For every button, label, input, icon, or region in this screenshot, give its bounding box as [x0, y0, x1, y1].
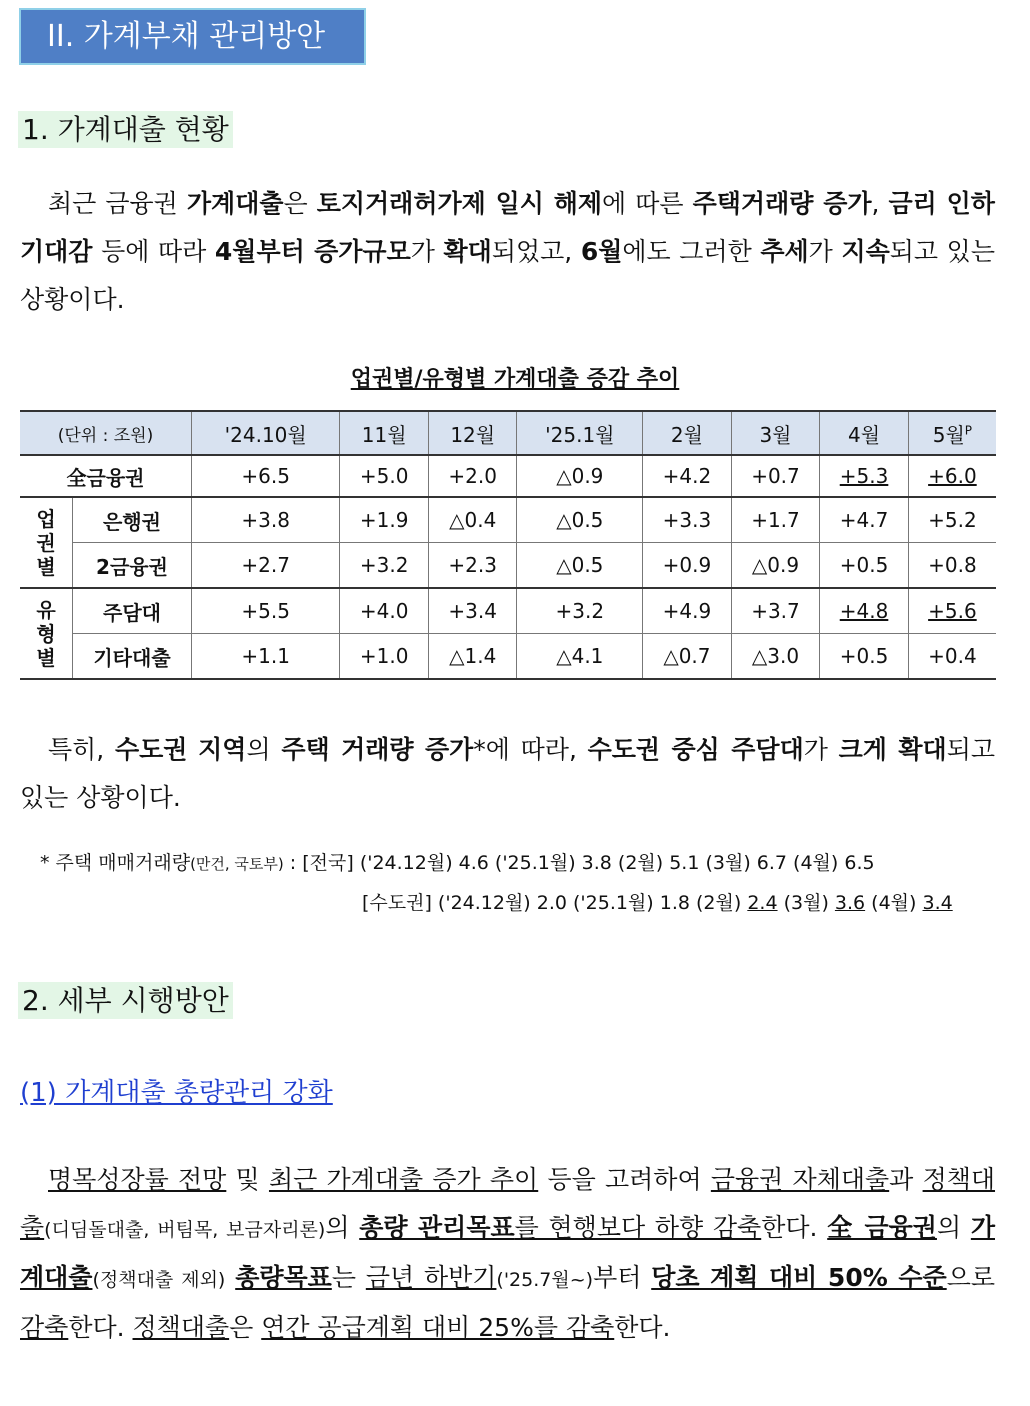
- row-label: 은행권: [73, 497, 192, 543]
- text: 크게 확대: [838, 735, 947, 764]
- text: 의: [325, 1213, 360, 1242]
- text: 는: [331, 1263, 366, 1292]
- cell: +4.8: [820, 588, 909, 634]
- table-row-total: [20, 455, 996, 497]
- text: 가: [808, 237, 842, 266]
- text: :: [283, 852, 303, 874]
- cell: +0.5: [820, 634, 909, 680]
- table-row: [20, 543, 996, 589]
- col-header: 12월: [428, 411, 517, 455]
- text: [225, 1263, 235, 1292]
- cell: +6.0: [908, 455, 996, 497]
- value: 2.4: [747, 892, 778, 914]
- loan-trend-table: [20, 410, 996, 680]
- cell: +2.3: [428, 543, 517, 589]
- text: 6월: [580, 237, 623, 266]
- cell: △0.5: [517, 497, 643, 543]
- cell: +4.9: [643, 588, 732, 634]
- col-header: [908, 411, 996, 455]
- text: ,: [871, 189, 889, 218]
- text: 한다.: [68, 1313, 133, 1342]
- heading-measures: [18, 979, 233, 1019]
- table-header-row: [20, 411, 996, 455]
- text: 당초 계획 대비 50% 수준: [651, 1263, 947, 1292]
- text: 되고 있는 상황이다.: [20, 735, 995, 812]
- text: 주택거래량 증가: [692, 189, 872, 218]
- col-header: '24.10월: [192, 411, 340, 455]
- text: 추세: [760, 237, 809, 266]
- text: 에도 그러한: [622, 237, 761, 266]
- text: 한다.: [761, 1213, 828, 1242]
- cell: +4.7: [820, 497, 909, 543]
- cell: +0.4: [908, 634, 996, 680]
- text: *에 따라,: [473, 735, 588, 764]
- row-label: 기타대출: [73, 634, 192, 680]
- section-header-text: II. 가계부채 관리방안: [47, 19, 326, 54]
- section-header: [19, 8, 366, 65]
- text: 의: [936, 1213, 971, 1242]
- text: 금융권 자체대출: [710, 1165, 890, 1194]
- text: 부터: [593, 1263, 652, 1292]
- cell: +6.5: [192, 455, 340, 497]
- col-header: 11월: [340, 411, 429, 455]
- col-header: 3월: [731, 411, 820, 455]
- text: 최근 금융권: [48, 189, 187, 218]
- text: 되고 있는 상황이다.: [20, 237, 995, 314]
- preliminary-mark: P: [964, 422, 973, 437]
- table-row: [20, 634, 996, 680]
- cell: +3.2: [517, 588, 643, 634]
- unit-label: (단위 : 조원): [20, 411, 192, 455]
- heading-current-status: [18, 108, 233, 148]
- text: 토지거래허가제 일시 해제: [316, 189, 603, 218]
- footnote-line: [전국] ('24.12월) 4.6 ('25.1월) 3.8 (2월) 5.1 (3월) 6.7 (4월) 6.5: [302, 852, 875, 874]
- group-label-text: 업권별: [36, 506, 56, 579]
- text: 수도권 중심 주담대: [587, 735, 804, 764]
- cell: +4.2: [643, 455, 732, 497]
- row-label: 全금융권: [20, 455, 192, 497]
- cell: +1.7: [731, 497, 820, 543]
- text: [187, 735, 198, 764]
- text: (정책대출 제외): [92, 1269, 226, 1291]
- cell: △3.0: [731, 634, 820, 680]
- cell: +4.0: [340, 588, 429, 634]
- cell: +1.0: [340, 634, 429, 680]
- cell: +2.0: [428, 455, 517, 497]
- text: [수도권] ('24.12월) 2.0 ('25.1월) 1.8 (2월): [362, 892, 748, 914]
- heading-measures-text: 2. 세부 시행방안: [18, 982, 233, 1019]
- text: 수도권: [114, 735, 188, 764]
- text: 및: [226, 1165, 269, 1194]
- paragraph-total-management: [20, 1156, 995, 1352]
- text: 은: [283, 189, 317, 218]
- text: (4월): [865, 892, 923, 914]
- cell: △0.7: [643, 634, 732, 680]
- text: 되었고,: [491, 237, 581, 266]
- group-label-type: [20, 588, 73, 679]
- text: 등에 따라: [92, 237, 215, 266]
- text: 감축: [20, 1313, 69, 1342]
- cell: +5.3: [820, 455, 909, 497]
- cell: △0.9: [517, 455, 643, 497]
- group-label-sector: [20, 497, 73, 588]
- cell: +0.9: [643, 543, 732, 589]
- text: 금리 인하 기대감: [20, 189, 995, 266]
- cell: +1.1: [192, 634, 340, 680]
- text: (디딤돌대출, 버팀목, 보금자리론): [44, 1219, 326, 1241]
- text: 총량목표: [235, 1263, 332, 1292]
- value: 3.6: [834, 892, 866, 914]
- text: 정책대출: [20, 1165, 996, 1242]
- heading-current-status-text: 1. 가계대출 현황: [18, 111, 233, 148]
- cell: +1.9: [340, 497, 429, 543]
- text: 은: [229, 1313, 262, 1342]
- cell: +5.0: [340, 455, 429, 497]
- table-title: 업권별/유형별 가계대출 증감 추이: [350, 367, 680, 392]
- cell: +0.7: [731, 455, 820, 497]
- text: 가: [410, 237, 444, 266]
- text: 최근 가계대출 증가 추이: [268, 1165, 539, 1194]
- text: 특히,: [48, 735, 115, 764]
- cell: △0.9: [731, 543, 820, 589]
- paragraph-capital-area: [20, 726, 995, 822]
- text: 의: [246, 735, 282, 764]
- col-header: 4월: [820, 411, 909, 455]
- cell: +3.2: [340, 543, 429, 589]
- text: 확대: [443, 237, 492, 266]
- cell: △1.4: [428, 634, 517, 680]
- col-header-text: 5월: [932, 422, 965, 447]
- text: ('25.7월~): [496, 1269, 594, 1291]
- cell: △0.4: [428, 497, 517, 543]
- row-label: 주담대: [73, 588, 192, 634]
- col-header: 2월: [643, 411, 732, 455]
- cell: △4.1: [517, 634, 643, 680]
- cell: △0.5: [517, 543, 643, 589]
- table-row: [20, 497, 996, 543]
- text: 등을 고려하여: [538, 1165, 711, 1194]
- col-header: '25.1월: [517, 411, 643, 455]
- text: 에 따른: [602, 189, 693, 218]
- text: 정책대출: [132, 1313, 230, 1342]
- cell: +3.3: [643, 497, 732, 543]
- cell: +0.8: [908, 543, 996, 589]
- cell: +5.2: [908, 497, 996, 543]
- paragraph-status: [20, 180, 995, 324]
- text: 연간 공급계획 대비 25%를 감축: [261, 1313, 615, 1342]
- footnote-capital: [362, 888, 953, 915]
- text: 명목성장률 전망: [48, 1165, 227, 1194]
- row-label: 2금융권: [73, 543, 192, 589]
- text: 全 금융권: [827, 1213, 937, 1242]
- footnote-label: * 주택 매매거래량: [40, 852, 191, 874]
- cell: +0.5: [820, 543, 909, 589]
- subheading-total-management: (1) 가계대출 총량관리 강화: [20, 1078, 333, 1108]
- cell: +2.7: [192, 543, 340, 589]
- cell: +5.5: [192, 588, 340, 634]
- group-label-text: 유형별: [36, 597, 56, 670]
- text: 주택 거래량 증가: [281, 735, 474, 764]
- text: 과: [889, 1165, 923, 1194]
- text: 으로: [946, 1263, 995, 1292]
- text: 지속: [841, 237, 890, 266]
- text: 총량 관리목표: [359, 1213, 515, 1242]
- text: 가: [803, 735, 839, 764]
- text: 금년 하반기: [365, 1263, 497, 1292]
- footnote-nationwide: [40, 848, 875, 875]
- cell: +3.7: [731, 588, 820, 634]
- text: (3월): [777, 892, 835, 914]
- text: 가계대출: [20, 1213, 995, 1292]
- text: 4월부터 증가규모: [214, 237, 411, 266]
- table-row: [20, 588, 996, 634]
- text: 가계대출: [186, 189, 284, 218]
- text: 를 현행보다 하향 감축: [514, 1213, 762, 1242]
- value: 3.4: [922, 892, 953, 914]
- cell: +3.4: [428, 588, 517, 634]
- text: 지역: [198, 735, 247, 764]
- cell: +5.6: [908, 588, 996, 634]
- text: 한다.: [614, 1313, 671, 1342]
- footnote-unit: (만건, 국토부): [190, 855, 284, 873]
- cell: +3.8: [192, 497, 340, 543]
